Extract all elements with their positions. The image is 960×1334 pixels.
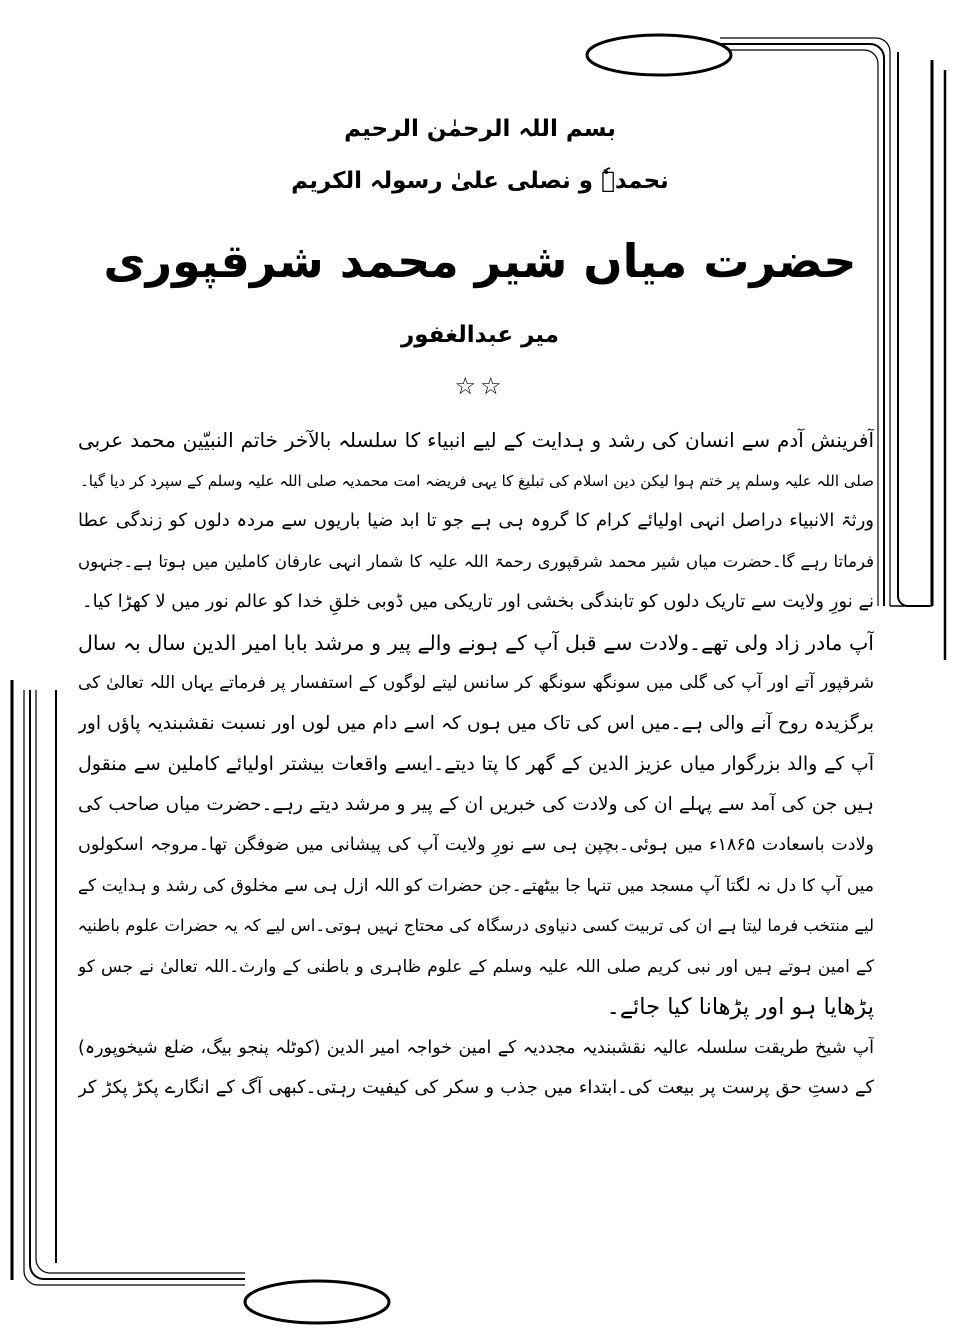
text-line: لیے منتخب فرما لیتا ہے ان کی تربیت کسی دنیاوی درسگاہ کی محتاج نہیں ہوتی۔اس لیے کہ یہ حضرات علوم باطنیہ	[78, 916, 874, 935]
star-separator: ☆☆	[454, 372, 506, 400]
bottom-oval-ornament	[245, 1281, 389, 1323]
text-line: صلی اللہ علیہ وسلم پر ختم ہوا لیکن دین اسلام کی تبلیغ کا یہی فریضہ امت محمدیہ صلی اللہ علیہ وسلم کے سپرد کر دیا گیا۔	[80, 471, 874, 490]
text-line: پڑھایا ہو اور پڑھانا کیا جائے۔	[606, 994, 874, 1020]
text-line: میں آپ کا دل نہ لگتا آپ مسجد میں تنہا جا بیٹھتے۔جن حضرات کو اللہ ازل ہی سے مخلوق کی رشد و ہدایت کے	[78, 875, 874, 896]
text-line: آپ شیخ طریقت سلسلہ عالیہ نقشبندیہ مجددیہ کے امین خواجہ امیر الدین (کوٹلہ پنجو بیگ، ضلع شیخوپورہ)	[78, 1037, 874, 1058]
text-line: ورثۃ الانبیاء دراصل انہی اولیائے کرام کا گروہ ہی ہے جو تا ابد ضیا باریوں سے مردہ دلوں کو زندگی عطا	[78, 510, 874, 531]
text-line: ولادت باسعادت ۱۸۶۵ء میں ہوئی۔بچپن ہی سے نورِ ولایت آپ کی پیشانی میں ضوفگن تھا۔مروجہ اسکولوں	[78, 835, 874, 855]
text-line: آفرینش آدم سے انسان کی رشد و ہدایت کے لیے انبیاء کا سلسلہ بالآخر خاتم النبیّین محمد عربی	[78, 428, 874, 452]
text-line: ہیں جن کی آمد سے پہلے ان کی ولادت کی خبریں ان کے پیر و مرشد دیتے رہے۔حضرت میاں صاحب کی	[78, 793, 874, 815]
text-line: نے نورِ ولایت سے تاریک دلوں کو تابندگی بخشی اور تاریکی میں ڈوبی خلقِ خدا کو عالم نور میں لا کھڑا کیا۔	[82, 591, 874, 612]
text-line: آپ کے والد بزرگوار میاں عزیز الدین کے گھر کا پتا دیتے۔ایسے واقعات بیشتر اولیائے کاملین سے منقول	[78, 753, 874, 775]
text-line: شرقپور آتے اور آپ کی گلی میں سونگھ سونگھ کر سانس لیتے لوگوں کے استفسار پر فرماتے یہاں اللہ تعالیٰ کی	[78, 673, 874, 693]
text-line: آپ مادر زاد ولی تھے۔ولادت سے قبل آپ کے ہونے والے پیر و مرشد بابا امیر الدین سال بہ سال	[78, 630, 874, 655]
article-title: حضرت میاں شیر محمد شرقپوری	[103, 234, 857, 288]
salutation-heading: نحمدہٗ و نصلی علیٰ رسولہ الکریم	[291, 168, 669, 194]
top-oval-ornament	[587, 35, 731, 75]
bismillah-heading: بسم اللہ الرحمٰن الرحیم	[344, 116, 616, 142]
text-line: فرماتا رہے گا۔حضرت میاں شیر محمد شرقپوری رحمۃ اللہ علیہ کا شمار انہی عارفان کاملین میں ہوتا ہے۔جنہوں	[78, 551, 874, 571]
author-name: میر عبدالغفور	[400, 322, 560, 348]
text-line: برگزیدہ روح آنے والی ہے۔میں اس کی تاک میں ہوں کہ اسے دام میں لوں اور نسبت نقشبندیہ پاؤں اور	[78, 712, 874, 734]
article-body	[78, 420, 874, 1109]
text-line: کے امین ہوتے ہیں اور نبی کریم صلی اللہ علیہ وسلم کے علوم ظاہری و باطنی کے وارث۔اللہ تعالیٰ نے جس کو	[78, 956, 874, 977]
text-line: کے دستِ حق پرست پر بیعت کی۔ابتداء میں جذب و سکر کی کیفیت رہتی۔کبھی آگ کے انگارے پکڑ پکڑ کر	[78, 1077, 874, 1098]
